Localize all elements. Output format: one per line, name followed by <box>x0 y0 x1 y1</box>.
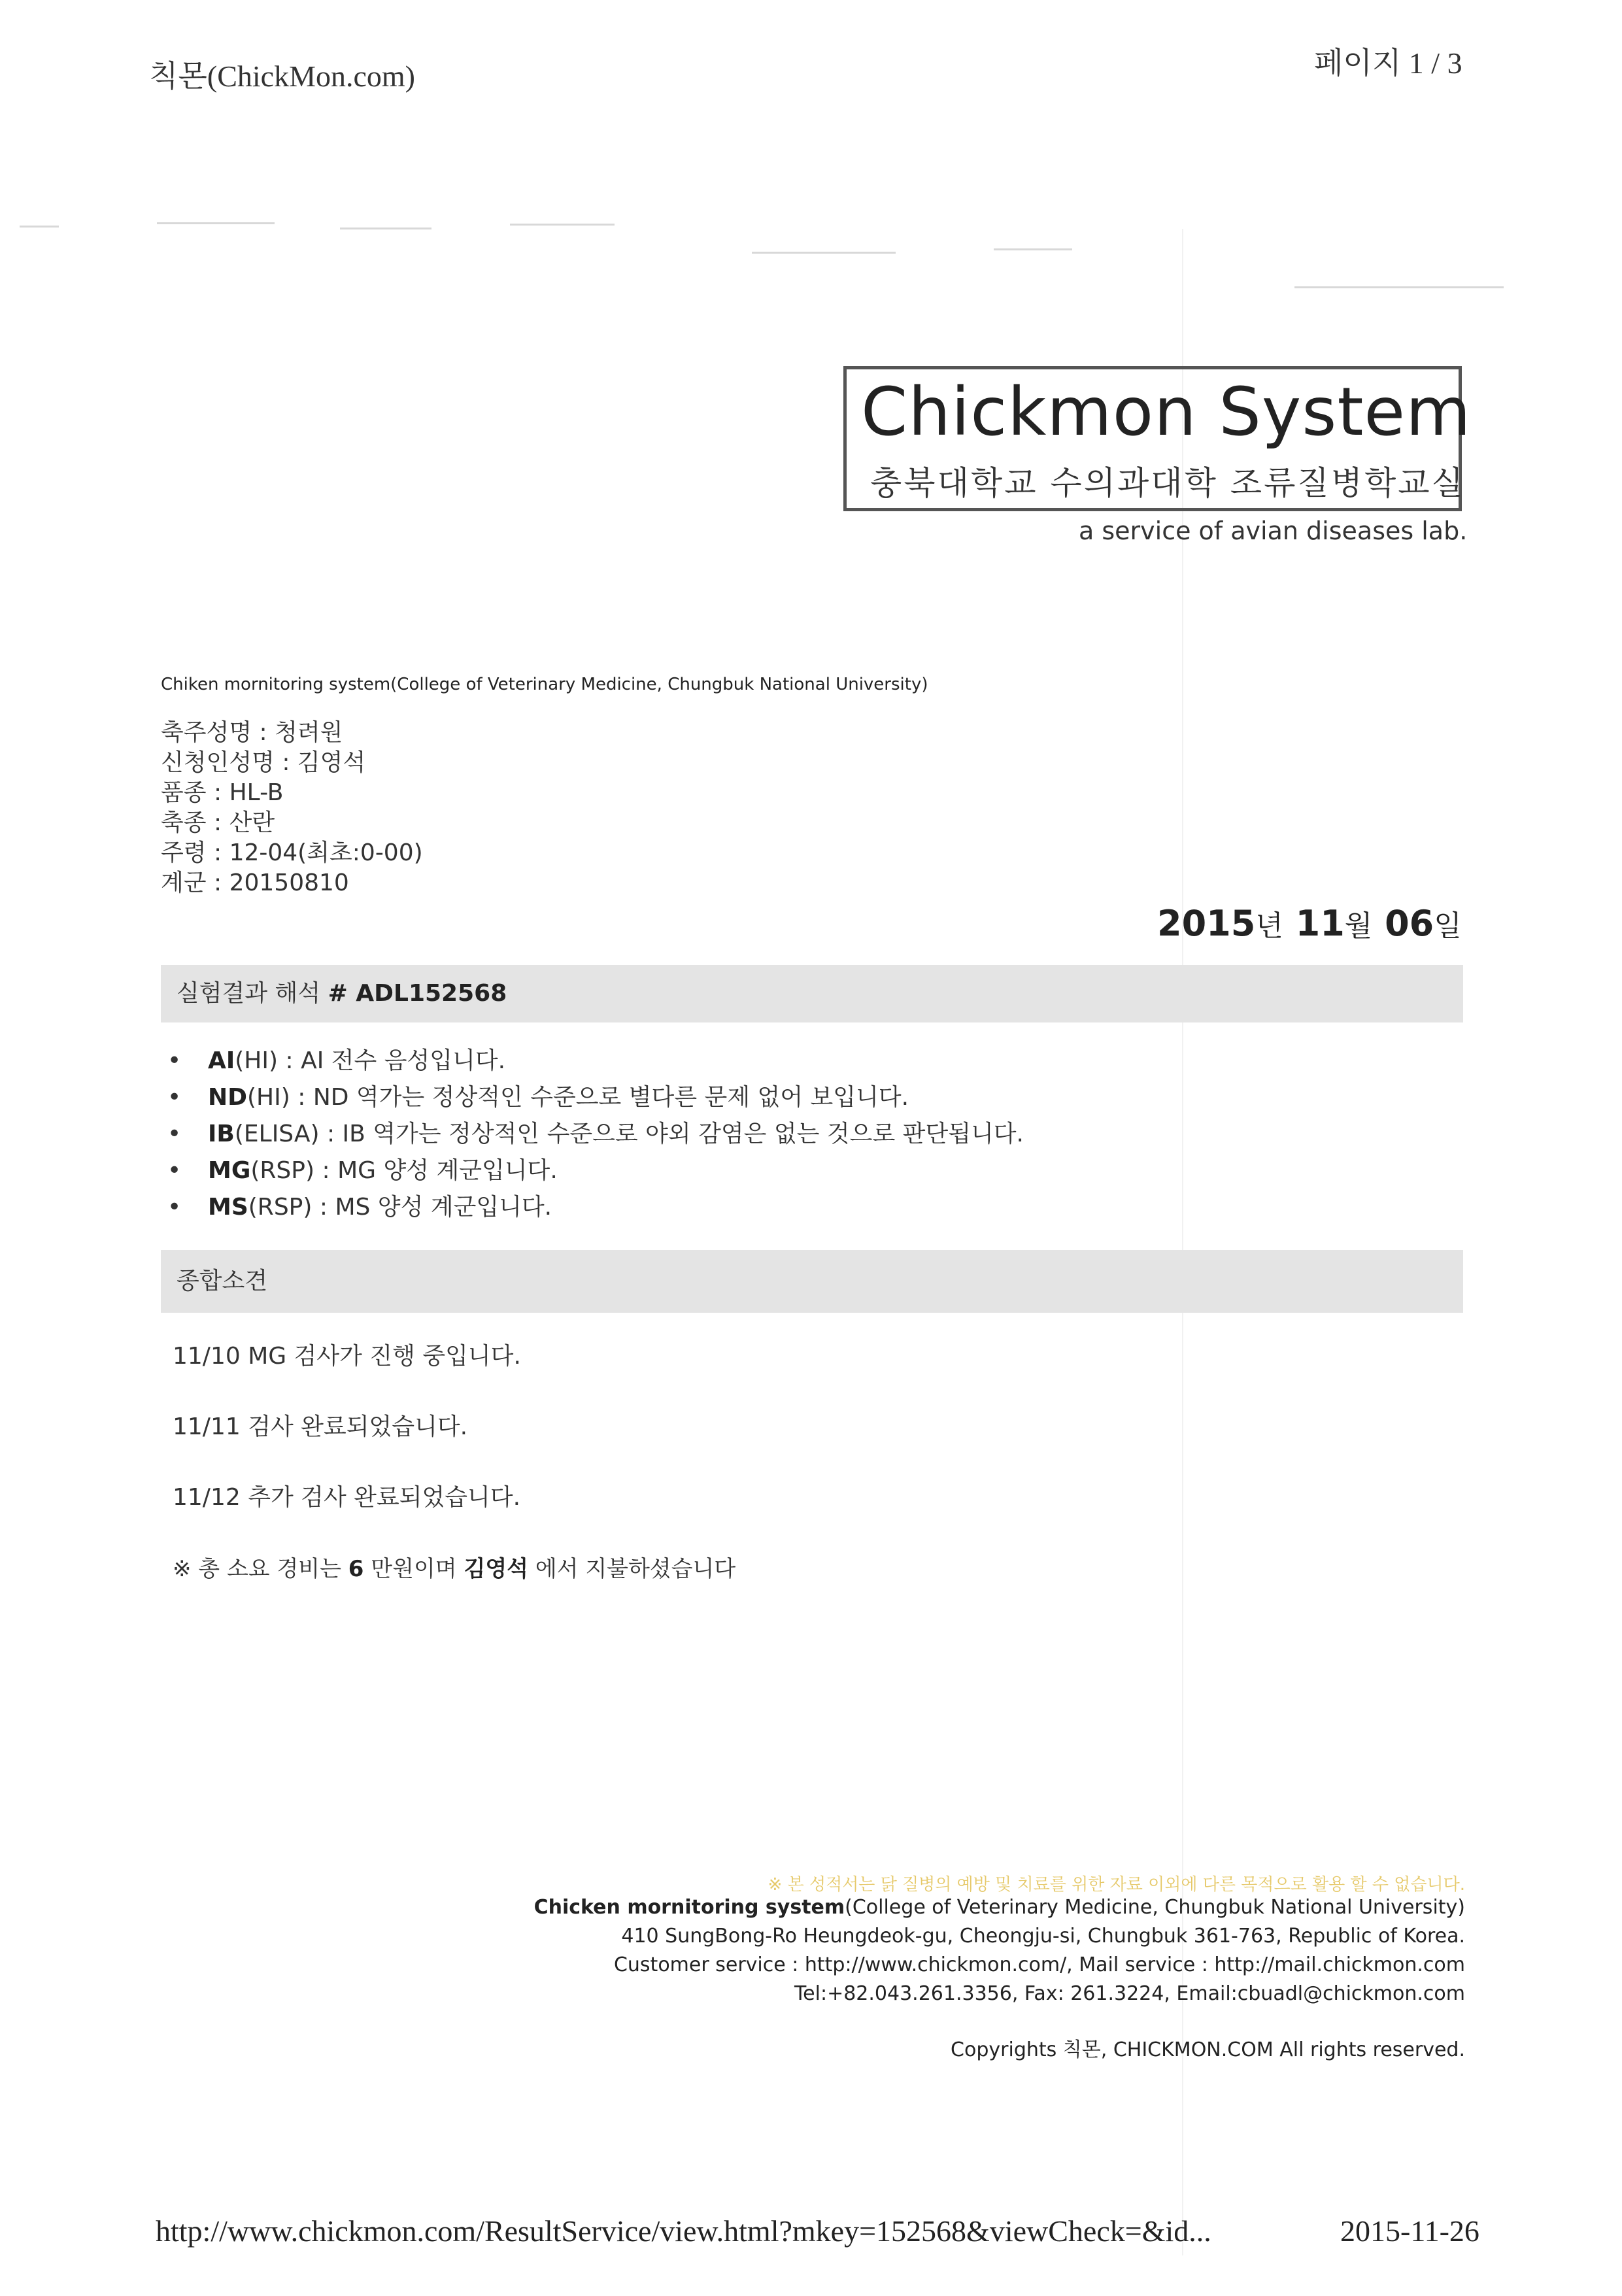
cost-middle: 만원이며 <box>363 1556 464 1582</box>
result-item-ib <box>167 1115 1024 1149</box>
footer-system-name: Chicken mornitoring system <box>533 1896 845 1919</box>
scan-speck <box>994 248 1072 250</box>
result-item-mg <box>167 1152 558 1185</box>
logo-subtitle: 충북대학교 수의과대학 조류질병학교실 <box>870 464 1465 502</box>
result-method: (HI) <box>247 1084 290 1111</box>
info-row-breed: 품종 : HL-B <box>161 779 284 806</box>
info-row-owner: 축주성명 : 청려원 <box>161 719 343 746</box>
info-label: 축종 <box>161 809 207 836</box>
print-footer-date: 2015-11-26 <box>1340 2214 1479 2248</box>
result-method: (RSP) <box>250 1157 315 1184</box>
footer-contact: Tel:+82.043.261.3356, Fax: 261.3224, Email:cbuadl@chickmon.com <box>794 1982 1465 2005</box>
scan-speck <box>752 252 896 254</box>
scan-speck <box>20 226 59 228</box>
bullet-icon: • <box>167 1157 182 1184</box>
info-row-age: 주령 : 12-04(최초:0-00) <box>161 839 423 866</box>
footer-notice: ※ 본 성적서는 닭 질병의 예방 및 치료를 위한 자료 이외에 다른 목적으로 활용 할 수 없습니다. <box>768 1875 1465 1895</box>
result-text: : IB 역가는 정상적인 수준으로 야외 감염은 없는 것으로 판단됩니다. <box>319 1121 1024 1147</box>
info-label: 품종 <box>161 779 207 806</box>
result-text: : AI 전수 음성입니다. <box>278 1047 506 1074</box>
info-label: 주령 <box>161 839 207 866</box>
cost-summary <box>173 1551 735 1583</box>
footer-system-institution: (College of Veterinary Medicine, Chungbuk National University) <box>845 1896 1465 1919</box>
result-code: IB <box>208 1121 235 1147</box>
date-day-unit: 일 <box>1434 909 1462 943</box>
info-label: 축주성명 <box>161 719 252 746</box>
result-item-nd <box>167 1079 909 1112</box>
opinion-line: 11/10 MG 검사가 진행 중입니다. <box>173 1343 521 1370</box>
info-value: 20150810 <box>229 869 349 896</box>
date-month: 11 <box>1295 903 1345 944</box>
chickmon-logo-box <box>843 366 1472 511</box>
print-footer-url: http://www.chickmon.com/ResultService/view.html?mkey=152568&viewCheck=&id... <box>156 2214 1211 2248</box>
result-code: ND <box>208 1084 248 1111</box>
scan-speck <box>157 222 275 224</box>
cost-prefix: ※ 총 소요 경비는 <box>173 1556 348 1582</box>
bullet-icon: • <box>167 1047 182 1074</box>
date-year: 2015 <box>1157 903 1256 944</box>
scan-speck <box>1294 286 1504 288</box>
cost-suffix: 에서 지불하셨습니다 <box>528 1556 736 1582</box>
opinion-section-title: 종합소견 <box>177 1268 268 1294</box>
system-description: Chiken mornitoring system(College of Veterinary Medicine, Chungbuk National University) <box>161 675 928 694</box>
info-row-applicant: 신청인성명 : 김영석 <box>161 749 366 776</box>
result-method: (RSP) <box>248 1194 313 1221</box>
cost-payer: 김영석 <box>464 1556 529 1582</box>
info-label: 계군 <box>161 869 207 896</box>
result-item-ai <box>167 1042 505 1075</box>
results-section-header <box>161 965 1463 1022</box>
info-value: 청려원 <box>275 719 343 746</box>
results-section-title: 실험결과 해석 <box>177 980 321 1007</box>
result-method: (HI) <box>235 1047 279 1074</box>
info-value: 12-04(최초:0-00) <box>229 839 423 866</box>
footer-address: 410 SungBong-Ro Heungdeok-gu, Cheongju-si, Chungbuk 361-763, Republic of Korea. <box>621 1925 1465 1948</box>
info-row-livestock-type: 축종 : 산란 <box>161 809 275 836</box>
info-value: 산란 <box>229 809 275 836</box>
scan-speck <box>340 228 431 229</box>
logo-tagline: a service of avian diseases lab. <box>1079 516 1468 545</box>
report-date <box>1157 902 1462 944</box>
footer-copyright: Copyrights 칙몬, CHICKMON.COM All rights reserved. <box>951 2038 1465 2061</box>
date-month-unit: 월 <box>1344 909 1373 943</box>
print-header-page-number: 페이지 1 / 3 <box>1314 46 1462 80</box>
result-method: (ELISA) <box>234 1121 320 1147</box>
bullet-icon: • <box>167 1121 182 1147</box>
result-text: : ND 역가는 정상적인 수준으로 별다른 문제 없어 보입니다. <box>290 1084 909 1111</box>
logo-title: Chickmon System <box>861 373 1472 451</box>
date-year-unit: 년 <box>1255 909 1283 943</box>
info-label: 신청인성명 <box>161 749 275 776</box>
date-day: 06 <box>1385 903 1434 944</box>
bullet-icon: • <box>167 1194 182 1221</box>
info-value: HL-B <box>229 779 284 806</box>
cost-amount: 6 <box>348 1556 364 1582</box>
info-row-flock: 계군 : 20150810 <box>161 869 349 896</box>
result-text: : MG 양성 계군입니다. <box>314 1157 558 1184</box>
result-code: MS <box>208 1194 248 1221</box>
opinion-line: 11/12 추가 검사 완료되었습니다. <box>173 1484 521 1511</box>
results-section-id: # ADL152568 <box>328 980 507 1007</box>
footer-system-line <box>534 1896 1465 1919</box>
print-header-site-name: 칙몬(ChickMon.com) <box>149 59 415 93</box>
result-code: AI <box>208 1047 235 1074</box>
opinion-section-header <box>161 1250 1463 1313</box>
info-value: 김영석 <box>297 749 366 776</box>
result-code: MG <box>208 1157 251 1184</box>
footer-service: Customer service : http://www.chickmon.com/, Mail service : http://mail.chickmon.com <box>613 1953 1465 1976</box>
result-text: : MS 양성 계군입니다. <box>312 1194 552 1221</box>
result-item-ms <box>167 1189 552 1222</box>
opinion-line: 11/11 검사 완료되었습니다. <box>173 1413 468 1440</box>
scan-speck <box>510 224 615 226</box>
bullet-icon: • <box>167 1084 182 1111</box>
